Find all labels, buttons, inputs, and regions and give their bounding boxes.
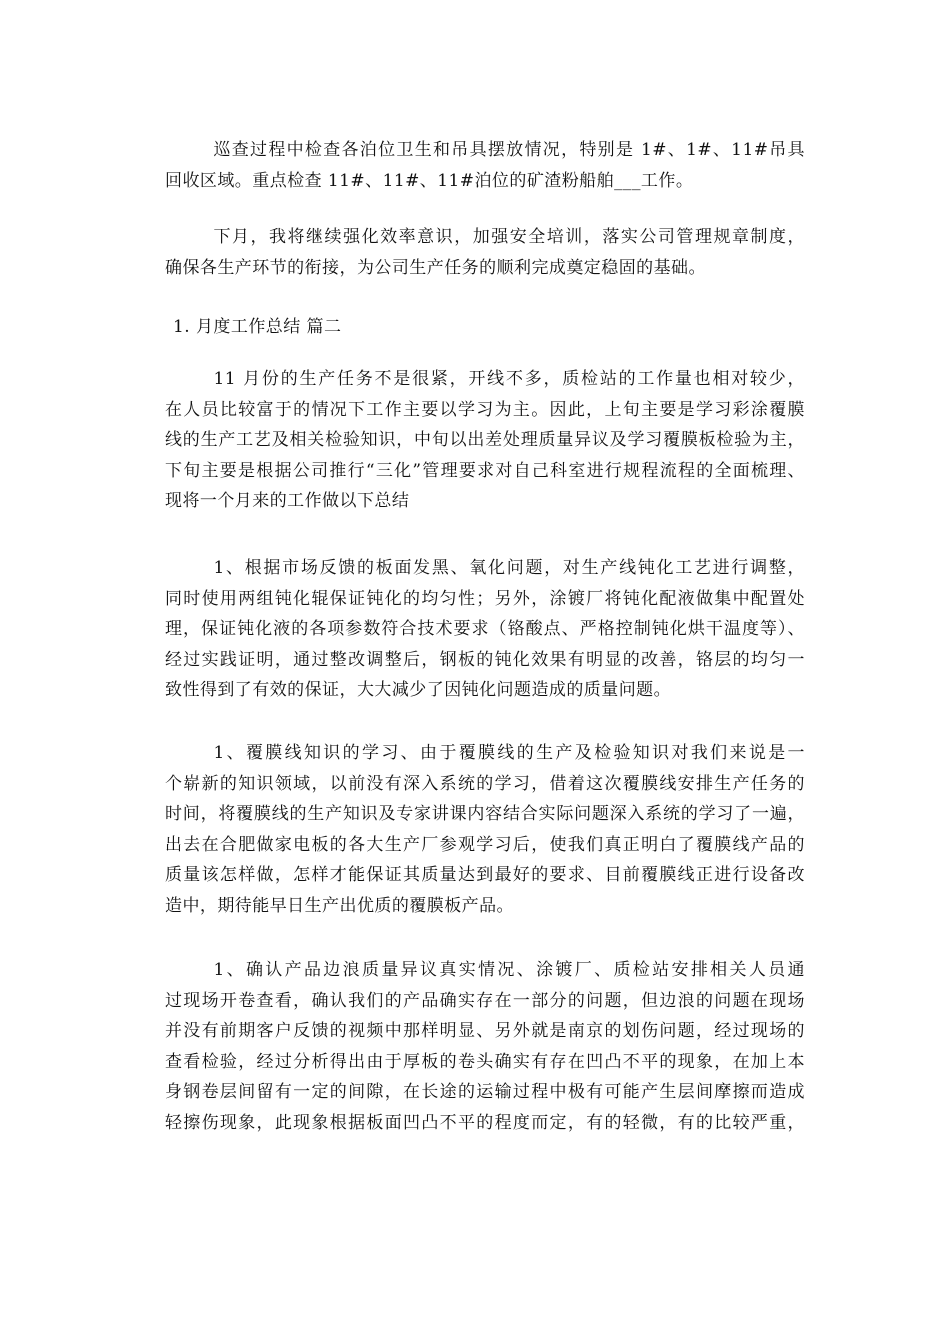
text-line: 下月，我将继续强化效率意识，加强安全培训，落实公司管理规章制度，	[213, 227, 805, 247]
text-line: 1、根据市场反馈的板面发黑、氧化问题，对生产线钝化工艺进行调整，	[213, 558, 805, 578]
text-line: 造中，期待能早日生产出优质的覆膜板产品。	[165, 895, 514, 916]
paragraph-passivation	[165, 553, 805, 706]
paragraph-film-line	[165, 738, 805, 921]
paragraph-november-overview	[165, 364, 805, 517]
text-line: 确保各生产环节的衔接，为公司生产任务的顺利完成奠定稳固的基础。	[165, 257, 706, 278]
text-line: 回收区域。重点检查 11#、11#、11#泊位的矿渣粉船舶___工作。	[165, 170, 694, 191]
text-line: 下旬主要是根据公司推行“三化”管理要求对自己科室进行规程流程的全面梳理、	[165, 460, 805, 481]
text-line: 时间，将覆膜线的生产知识及专家讲课内容结合实际问题深入系统的学习了一遍，	[165, 804, 805, 824]
paragraph-next-month	[165, 222, 805, 283]
text-line: 线的生产工艺及相关检验知识，中旬以出差处理质量异议及学习覆膜板检验为主，	[165, 430, 805, 450]
text-line: 现将一个月来的工作做以下总结	[165, 491, 410, 511]
text-line: 并没有前期客户反馈的视频中那样明显、另外就是南京的划伤问题，经过现场的	[165, 1021, 805, 1041]
text-line: 个崭新的知识领域，以前没有深入系统的学习，借着这次覆膜线安排生产任务的	[165, 773, 805, 794]
text-line: 轻擦伤现象，此现象根据板面凹凸不平的程度而定，有的轻微，有的比较严重，	[165, 1112, 805, 1133]
text-line: 身钢卷层间留有一定的间隙，在长途的运输过程中极有可能产生层间摩擦而造成	[165, 1082, 805, 1102]
text-line: 巡查过程中检查各泊位卫生和吊具摆放情况，特别是 1#、1#、11#吊具	[213, 140, 805, 160]
text-line: 同时使用两组钝化辊保证钝化的均匀性；另外，涂镀厂将钝化配液做集中配置处	[165, 588, 805, 609]
text-line: 经过实践证明，通过整改调整后，钢板的钝化效果有明显的改善，铬层的均匀一	[165, 649, 805, 670]
text-line: 致性得到了有效的保证，大大减少了因钝化问题造成的质量问题。	[165, 680, 672, 700]
section-heading: 1. 月度工作总结 篇二	[173, 317, 342, 337]
text-line: 理，保证钝化液的各项参数符合技术要求（铬酸点、严格控制钝化烘干温度等）、	[165, 619, 805, 639]
text-line: 查看检验，经过分析得出由于厚板的卷头确实有存在凹凸不平的现象，在加上本	[165, 1051, 805, 1072]
text-line: 1、确认产品边浪质量异议真实情况、涂镀厂、质检站安排相关人员通	[213, 960, 805, 980]
text-line: 1、覆膜线知识的学习、由于覆膜线的生产及检验知识对我们来说是一	[213, 743, 805, 763]
text-line: 11 月份的生产任务不是很紧，开线不多，质检站的工作量也相对较少，	[213, 369, 805, 389]
text-line: 质量该怎样做，怎样才能保证其质量达到最好的要求、目前覆膜线正进行设备改	[165, 865, 805, 885]
paragraph-edge-wave	[165, 955, 805, 1138]
text-line: 过现场开卷查看，确认我们的产品确实存在一部分的问题，但边浪的问题在现场	[165, 990, 805, 1011]
paragraph-inspection	[165, 135, 805, 196]
text-line: 在人员比较富于的情况下工作主要以学习为主。因此，上旬主要是学习彩涂覆膜	[165, 399, 805, 420]
text-line: 出去在合肥做家电板的各大生产厂参观学习后，使我们真正明白了覆膜线产品的	[165, 834, 805, 855]
